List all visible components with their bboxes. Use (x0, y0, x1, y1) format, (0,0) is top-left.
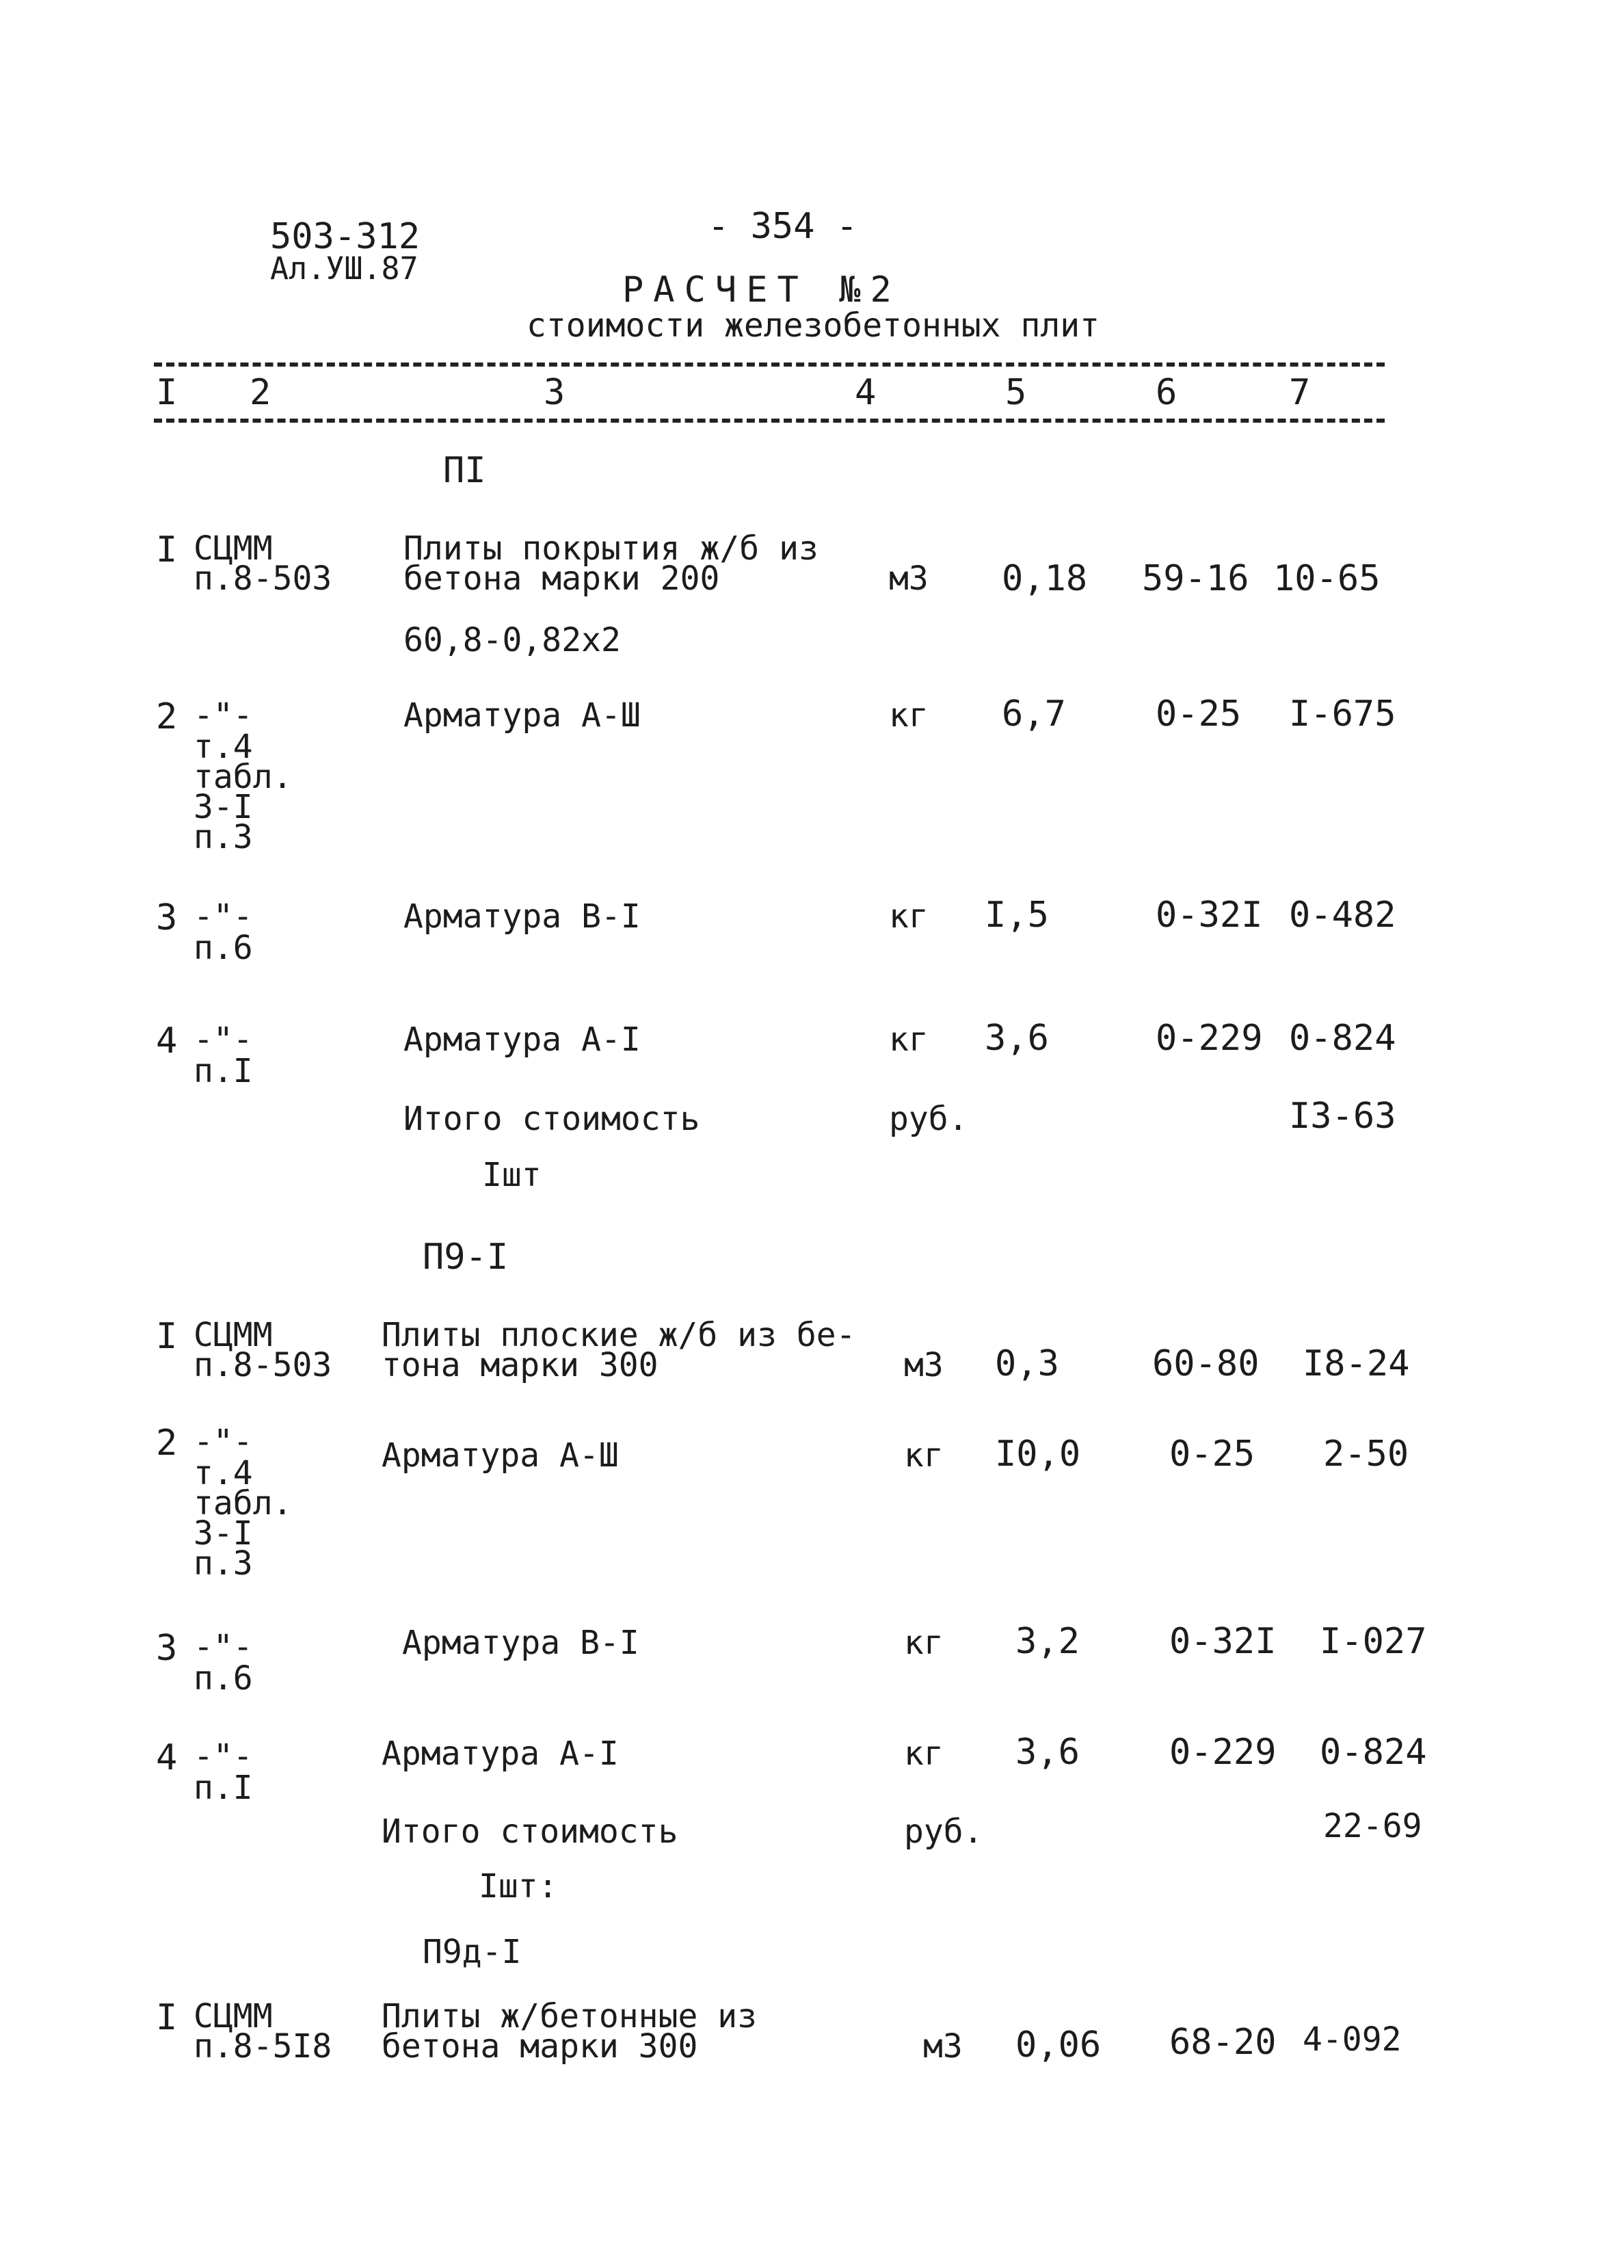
row-cost: 4-092 (1303, 2020, 1402, 2059)
section-mark: П9д-I (423, 1933, 522, 1971)
row-reference: СЦММ (194, 1316, 273, 1354)
row-reference: п.3 (194, 1544, 253, 1583)
row-reference: табл. (194, 758, 293, 796)
row-quantity: 0,3 (995, 1343, 1059, 1384)
total-cost: 22-69 (1323, 1807, 1422, 1845)
total-label: Итого стоимость (403, 1100, 700, 1138)
row-number: 2 (156, 696, 178, 737)
row-description: Плиты покрытия ж/б из (403, 529, 818, 568)
row-quantity: I,5 (985, 895, 1049, 936)
row-cost: 0-824 (1320, 1732, 1427, 1773)
row-number: 4 (156, 1020, 178, 1062)
column-number: 2 (250, 372, 271, 413)
row-reference: -"- (194, 1020, 253, 1059)
row-unit: м3 (923, 2027, 963, 2066)
row-unit: кг (889, 897, 929, 936)
row-price: 68-20 (1169, 2022, 1277, 2063)
row-reference: СЦММ (194, 1997, 273, 2035)
row-number: 3 (156, 1628, 178, 1669)
row-price: 0-229 (1169, 1732, 1277, 1773)
row-quantity: I0,0 (995, 1434, 1081, 1475)
row-description: Арматура А-Ш (403, 696, 641, 735)
row-reference: табл. (194, 1484, 293, 1522)
page-number: - 354 - (708, 206, 858, 247)
row-number: 3 (156, 897, 178, 938)
row-unit: кг (904, 1436, 944, 1475)
row-unit: кг (889, 696, 929, 735)
row-description: Арматура В-I (402, 1624, 639, 1662)
row-reference: 3-I (194, 788, 253, 826)
row-price: 0-229 (1156, 1018, 1263, 1059)
row-quantity: 3,2 (1015, 1621, 1080, 1662)
document-code: 503-312 (270, 216, 421, 257)
row-number: 2 (156, 1423, 178, 1464)
row-reference: -"- (194, 897, 253, 936)
row-reference: п.I (194, 1052, 253, 1090)
row-unit: кг (904, 1624, 944, 1662)
total-label: Итого стоимость (382, 1812, 678, 1851)
row-cost: I-027 (1320, 1621, 1427, 1662)
row-quantity: 0,18 (1002, 558, 1088, 599)
row-unit: м3 (889, 559, 929, 598)
row-quantity: 0,06 (1015, 2025, 1102, 2066)
row-reference: п.8-503 (194, 1346, 332, 1384)
row-reference: п.I (194, 1769, 253, 1807)
row-price: 0-25 (1156, 694, 1242, 735)
row-description: бетона марки 300 (382, 2027, 698, 2066)
page-subtitle: стоимости железобетонных плит (527, 306, 1100, 345)
album-number: Ал.УШ.87 (270, 250, 418, 287)
row-description: тона марки 300 (382, 1346, 658, 1384)
column-number: 6 (1156, 372, 1177, 413)
row-reference: п.8-5I8 (194, 2027, 332, 2066)
row-cost: I-675 (1289, 694, 1396, 735)
page-title: РАСЧЕТ №2 (622, 269, 901, 311)
row-reference: п.3 (194, 818, 253, 856)
row-price: 0-32I (1169, 1621, 1277, 1662)
row-reference: -"- (194, 1423, 253, 1461)
column-number: I (156, 372, 178, 413)
column-number: 4 (855, 372, 877, 413)
row-cost: 10-65 (1273, 558, 1381, 599)
row-cost: I8-24 (1303, 1343, 1410, 1384)
section-mark: П9-I (423, 1237, 509, 1278)
row-reference: п.6 (194, 929, 253, 967)
row-cost: 2-50 (1323, 1434, 1409, 1475)
row-unit: кг (904, 1735, 944, 1773)
row-description: бетона марки 200 (403, 559, 720, 598)
row-unit: кг (889, 1020, 929, 1059)
row-cost: 0-482 (1289, 895, 1396, 936)
total-cost: I3-63 (1289, 1096, 1396, 1137)
row-price: 0-32I (1156, 895, 1263, 936)
row-reference: т.4 (194, 1454, 253, 1492)
row-price: 59-16 (1142, 558, 1249, 599)
row-quantity: 3,6 (985, 1018, 1049, 1059)
row-reference: т.4 (194, 728, 253, 766)
row-description: Плиты плоские ж/б из бе- (382, 1316, 856, 1354)
row-reference: -"- (194, 1628, 253, 1666)
row-description: Арматура А-I (403, 1020, 641, 1059)
row-reference: СЦММ (194, 529, 273, 568)
row-reference: 3-I (194, 1514, 253, 1553)
row-price: 0-25 (1169, 1434, 1255, 1475)
column-number: 3 (544, 372, 565, 413)
total-unit: руб. (904, 1812, 983, 1851)
row-description: Арматура А-Ш (382, 1436, 619, 1475)
row-reference: п.6 (194, 1659, 253, 1698)
column-number: 5 (1005, 372, 1027, 413)
row-number: I (156, 1316, 178, 1357)
row-quantity: 6,7 (1002, 694, 1066, 735)
row-note: 60,8-0,82х2 (403, 621, 621, 659)
row-description: Арматура В-I (403, 897, 641, 936)
header-rule-top (154, 362, 1385, 367)
row-unit: м3 (904, 1346, 944, 1384)
row-reference: -"- (194, 1737, 253, 1776)
row-number: I (156, 529, 178, 570)
row-description: Арматура А-I (382, 1735, 619, 1773)
row-number: 4 (156, 1737, 178, 1778)
total-per-unit: Iшт: (479, 1867, 558, 1906)
row-reference: -"- (194, 696, 253, 735)
row-cost: 0-824 (1289, 1018, 1396, 1059)
total-per-unit: Iшт (482, 1156, 542, 1194)
row-quantity: 3,6 (1015, 1732, 1080, 1773)
section-mark: ПI (443, 450, 486, 491)
total-unit: руб. (889, 1100, 968, 1138)
row-description: Плиты ж/бетонные из (382, 1997, 758, 2035)
row-reference: п.8-503 (194, 559, 332, 598)
column-number: 7 (1289, 372, 1311, 413)
row-price: 60-80 (1152, 1343, 1260, 1384)
row-number: I (156, 1997, 178, 2038)
header-rule-bottom (154, 419, 1385, 423)
